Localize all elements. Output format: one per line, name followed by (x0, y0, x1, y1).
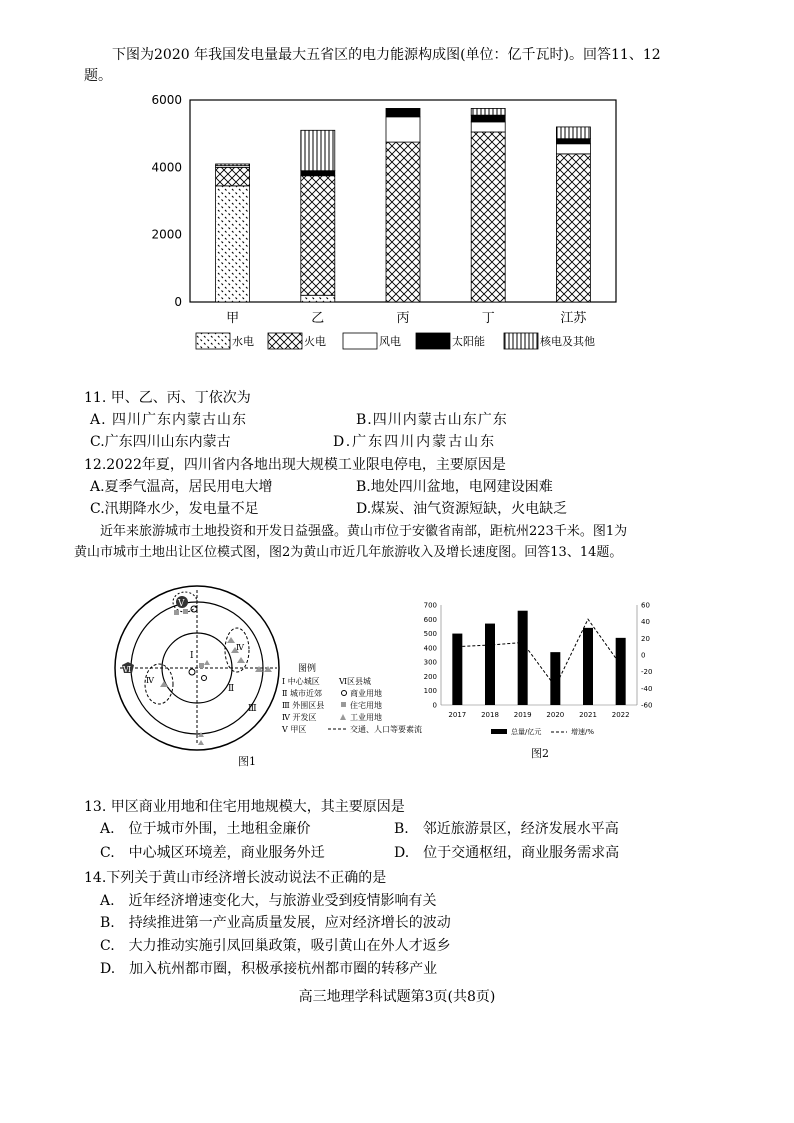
zone-iv-right-label: Ⅳ (236, 643, 244, 652)
chart1-legend-swatch (504, 333, 538, 349)
q14-option-c[interactable]: C. 大力推动实施引凤回巢政策，吸引黄山在外人才返乡 (100, 938, 451, 954)
chart1-bar-segment (556, 144, 590, 154)
chart2-legend-line-label: 增速/% (571, 728, 595, 736)
legend-zone-vi: Ⅵ区县城 (339, 677, 372, 686)
zone-iv-left-label: Ⅳ (146, 676, 154, 685)
chart2-bar (485, 624, 495, 705)
legend-residential: 住宅用地 (350, 701, 382, 710)
intro2-line-1: 近年来旅游城市土地投资和开发日益强盛。黄山市位于安徽省南部，距杭州223千米。图1为 (100, 524, 628, 539)
legend-commercial: 商业用地 (350, 689, 382, 698)
chart2-right-tick: -40 (641, 684, 653, 693)
legend-zone-ii: Ⅱ 城市近郊 (282, 689, 322, 698)
chart1-ytick-label: 2000 (151, 227, 182, 242)
chart1-legend-label: 核电及其他 (540, 335, 595, 348)
chart1-legend-label: 太阳能 (452, 335, 485, 348)
chart1-legend-label: 风电 (379, 335, 401, 348)
chart1-bar-segment (556, 139, 590, 144)
energy-structure-chart (0, 90, 794, 360)
q11-option-c[interactable]: C.广东四川山东内蒙古 (90, 434, 231, 450)
chart2-right-tick: 40 (641, 618, 650, 627)
q11-option-a[interactable]: A. 四川广东内蒙古山东 (90, 412, 248, 428)
zone-iii-label: Ⅲ (248, 704, 257, 714)
chart2-left-tick: 600 (423, 615, 437, 624)
zone-vi-label: Ⅵ (123, 665, 132, 674)
fig2-caption: 图2 (531, 747, 549, 760)
legend-zone-iii: Ⅲ 外围区县 (282, 701, 325, 710)
q14-option-a[interactable]: A. 近年经济增速变化大，与旅游业受到疫情影响有关 (100, 893, 437, 909)
q12-option-a[interactable]: A.夏季气温高，居民用电大增 (90, 479, 273, 495)
q13-option-d[interactable]: D. 位于交通枢纽，商业服务需求高 (394, 845, 620, 861)
chart2-left-tick: 200 (423, 672, 437, 681)
chart1-legend-label: 火电 (304, 335, 326, 348)
chart2-legend-bar-swatch (491, 729, 507, 734)
chart1-category-label: 甲 (226, 311, 240, 326)
chart2-bar (518, 611, 528, 705)
q14-option-d[interactable]: D. 加入杭州都市圈，积极承接杭州都市圈的转移产业 (100, 961, 438, 977)
legend-zone-v: Ⅴ 甲区 (282, 725, 307, 734)
chart2-bar (583, 628, 593, 705)
chart1-bar-segment (471, 122, 505, 132)
zone-v-label: Ⅴ (178, 599, 185, 609)
chart2-left-tick: 500 (423, 630, 437, 639)
chart1-ytick-label: 4000 (151, 160, 182, 175)
chart1-bar-segment (301, 176, 335, 296)
chart1-bar-segment (216, 186, 250, 302)
chart1-bar-segment (471, 132, 505, 302)
chart2-right-tick: -60 (641, 701, 653, 710)
intro-line-2: 题。 (84, 68, 112, 84)
chart2-right-tick: 60 (641, 601, 650, 610)
city-land-model-figure (112, 585, 432, 775)
chart1-bar-segment (216, 164, 250, 166)
fig1-caption: 图1 (238, 755, 256, 768)
chart2-right-tick: 0 (641, 651, 646, 660)
legend-zone-i: Ⅰ 中心城区 (282, 677, 320, 686)
chart1-legend-swatch (196, 333, 230, 349)
q14-option-b[interactable]: B. 持续推进第一产业高质量发展，应对经济增长的波动 (100, 915, 451, 931)
chart1-category-label: 丙 (396, 311, 410, 326)
chart1-legend-label: 水电 (232, 335, 254, 348)
chart2-bar (616, 638, 626, 705)
q12-option-c[interactable]: C.汛期降水少，发电量不足 (90, 501, 259, 517)
chart2-x-tick: 2022 (611, 711, 630, 719)
legend-zone-iv: Ⅳ 开发区 (282, 713, 317, 722)
chart1-legend-swatch (416, 333, 450, 349)
chart1-bar-segment (301, 295, 335, 302)
chart1-bar-segment (386, 142, 420, 302)
chart1-bar-segment (556, 154, 590, 302)
chart1-category-label: 丁 (481, 311, 495, 326)
page-footer: 高三地理学科试题第3页(共8页) (298, 989, 496, 1005)
chart1-bar-segment (471, 115, 505, 122)
zone-ii-label: Ⅱ (228, 684, 235, 694)
q13-option-a[interactable]: A. 位于城市外围，土地租金廉价 (100, 821, 311, 837)
chart2-left-tick: 0 (432, 701, 437, 710)
q13-option-c[interactable]: C. 中心城区环境差，商业服务外迁 (100, 845, 325, 861)
q11-option-b[interactable]: B.四川内蒙古山东广东 (356, 412, 508, 428)
chart1-bar-segment (301, 171, 335, 176)
chart2-x-tick: 2020 (546, 711, 565, 719)
q11-option-d[interactable]: D.广东四川内蒙古山东 (333, 434, 497, 450)
chart2-x-tick: 2017 (448, 711, 467, 719)
chart2-x-tick: 2021 (579, 711, 597, 719)
chart2-left-tick: 400 (423, 644, 437, 653)
chart1-ytick-label: 0 (174, 295, 182, 309)
chart1-ytick-label: 6000 (151, 93, 182, 107)
intro-line-1: 下图为2020 年我国发电量最大五省区的电力能源构成图(单位：亿千瓦时)。回答11、12 (112, 47, 661, 63)
q12-option-d[interactable]: D.煤炭、油气资源短缺，火电缺乏 (356, 501, 568, 517)
intro2-line-2: 黄山市城市土地出让区位模式图，图2为黄山市近几年旅游收入及增长速度图。回答13、14题。 (74, 545, 623, 560)
chart2-right-tick: -20 (641, 668, 653, 677)
chart2-growth-line (457, 619, 620, 687)
chart1-bar-segment (216, 167, 250, 186)
chart2-x-tick: 2018 (481, 711, 499, 719)
q13-stem: 13. 甲区商业用地和住宅用地规模大，其主要原因是 (84, 799, 405, 815)
chart2-legend-bar-label: 总量/亿元 (511, 728, 542, 736)
chart1-bar-segment (386, 117, 420, 142)
chart1-bar-segment (471, 108, 505, 115)
legend-flow: 交通、人口等要素流 (350, 725, 422, 734)
chart1-bar-segment (556, 127, 590, 139)
chart1-bar-segment (301, 130, 335, 170)
tourism-income-chart (415, 595, 695, 775)
chart1-bar-segment (386, 108, 420, 116)
chart2-left-tick: 100 (423, 687, 437, 696)
chart2-right-tick: 20 (641, 634, 650, 643)
q11-stem: 11. 甲、乙、丙、丁依次为 (84, 390, 251, 406)
chart2-left-tick: 300 (423, 658, 437, 667)
q12-stem: 12.2022年夏，四川省内各地出现大规模工业限电停电，主要原因是 (84, 457, 506, 473)
chart1-category-label: 江苏 (560, 311, 587, 326)
chart1-category-label: 乙 (311, 311, 325, 326)
chart1-legend-swatch (343, 333, 377, 349)
chart2-bar (452, 634, 462, 705)
fig1-legend-title: 图例 (298, 664, 317, 674)
q13-option-b[interactable]: B. 邻近旅游景区，经济发展水平高 (394, 821, 619, 837)
chart2-bar (550, 652, 560, 705)
legend-industrial: 工业用地 (350, 713, 382, 722)
chart1-legend-swatch (268, 333, 302, 349)
q12-option-b[interactable]: B.地处四川盆地，电网建设困难 (356, 479, 553, 495)
chart2-left-tick: 700 (423, 601, 437, 610)
zone-i-label: Ⅰ (190, 651, 194, 661)
q14-stem: 14.下列关于黄山市经济增长波动说法不正确的是 (84, 870, 387, 886)
chart2-x-tick: 2019 (513, 711, 532, 719)
